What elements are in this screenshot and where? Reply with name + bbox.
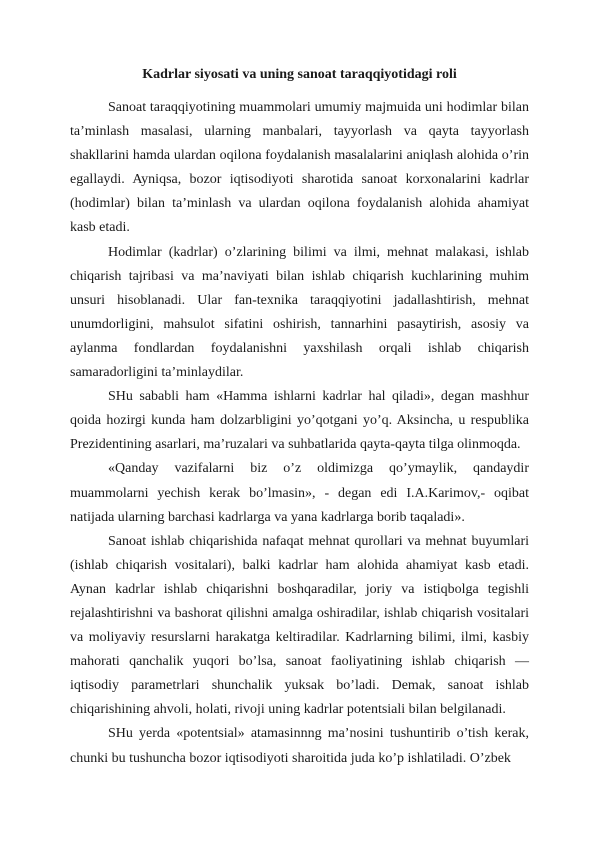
paragraph: Sanoat ishlab chiqarishida nafaqat mehnat qurollari va mehnat buyumlari (ishlab chiqarish vositalari), balki kadrlar ham alohida ahamiyat kasb etadi. Aynan kadrlar ishlab chiqarishni boshqaradilar, joriy va istiqbolga tegishli rejalashtirishni va bashorat qilishni amalga oshiradilar, ishlab chiqarish vositalari va moliyaviy resurslarni harakatga keltiradilar. Kadrlarning bilimi, ilmi, kasbiy mahorati qanchalik yuqori bo’lsa, sanoat faoliyatining ishlab chiqarish — iqtisodiy parametrlari shunchalik yuksak bo’ladi. Demak, sanoat ishlab chiqarishining ahvoli, holati, rivoji uning kadrlar potentsiali bilan belgilanadi. [70, 533, 529, 718]
document-title: Kadrlar siyosati va uning sanoat taraqqiyotidagi roli [142, 67, 457, 82]
paragraph: Sanoat taraqqiyotining muammolari umumiy majmuida uni hodimlar bilan ta’minlash masalasi, ularning manbalari, tayyorlash va qayta tayyorlash shakllarini hamda ulardan oqilona foydalanish masalalarini aniqlash alohida o’rin egallaydi. Ayniqsa, bozor iqtisodiyoti sharotida sanoat korxonalarini kadrlar (hodimlar) bilan ta’minlash va ulardan oqilona foydalanish alohida ahamiyat kasb etadi. [70, 100, 529, 236]
paragraph: SHu yerda «potentsial» atamasinnng ma’nosini tushuntirib o’tish kerak, chunki bu tushuncha bozor iqtisodiyoti sharoitida juda ko’p ishlatiladi. O’zbek [70, 726, 529, 766]
paragraph: «Qanday vazifalarni biz o’z oldimizga qo’ymaylik, qandaydir muammolarni yechish kerak bo’lmasin», - degan edi I.A.Karimov,- oqibat natijada ularning barchasi kadrlarga va yana kadrlarga borib taqaladi». [70, 461, 529, 525]
paragraph: SHu sababli ham «Hamma ishlarni kadrlar hal qiladi», degan mashhur qoida hozirgi kunda ham dolzarbligini yo’qotgani yo’q. Aksincha, u respublika Prezidentining asarlari, ma’ruzalari va suhbatlarida qayta-qayta tilga olinmoqda. [70, 389, 529, 453]
document-body [70, 64, 529, 771]
paragraph: Hodimlar (kadrlar) o’zlarining bilimi va ilmi, mehnat malakasi, ishlab chiqarish tajribasi va ma’naviyati bilan ishlab chiqarish kuchlarining muhim unsuri hisoblanadi. Ular fan-texnika taraqqiyotini jadallashtirish, mehnat unumdorligini, mahsulot sifatini oshirish, tannarhini pasaytirish, asosiy va aylanma fondlardan foydalanishni yaxshilash orqali ishlab chiqarish samaradorligini ta’minlaydilar. [70, 244, 529, 381]
